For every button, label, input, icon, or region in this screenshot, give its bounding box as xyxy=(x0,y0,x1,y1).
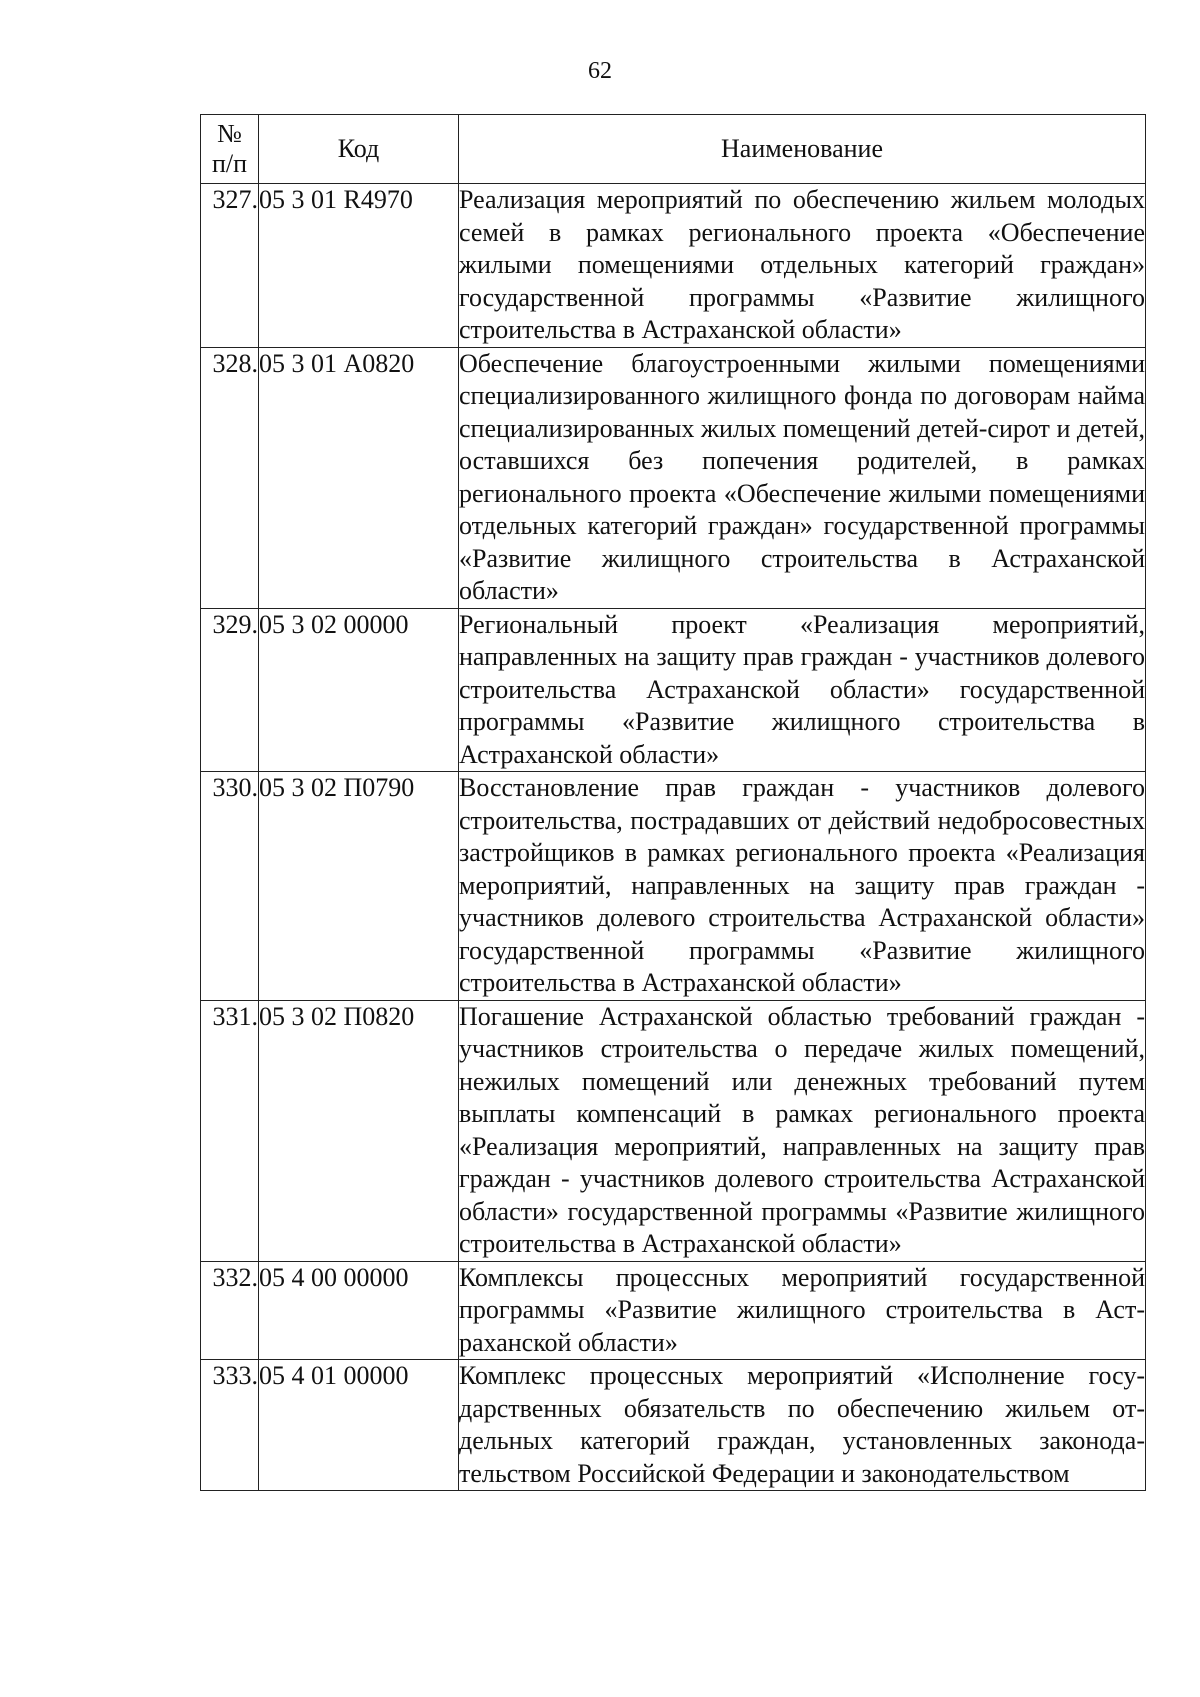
row-number: 332. xyxy=(201,1261,259,1360)
row-number: 331. xyxy=(201,1000,259,1261)
row-code: 05 3 02 П0820 xyxy=(259,1000,459,1261)
table-row xyxy=(201,184,1146,348)
row-number: 330. xyxy=(201,772,259,1001)
row-code: 05 4 00 00000 xyxy=(259,1261,459,1360)
row-code: 05 3 02 00000 xyxy=(259,608,459,772)
row-name: Региональный проект «Реализация мероприятий, направленных на защиту прав граждан - участников долевого строительства Астраханской области» государственной программы «Развитие жилищного строительства в Астраханской области» xyxy=(459,608,1146,772)
row-name: Восстановление прав граждан - участников долевого строительства, пострадавших от действий недобросовестных застройщиков в рамках регионального проекта «Реализация мероприятий, направленных на защиту прав граждан - участников долевого строительства Астраханской области» государственной программы «Развитие жилищного строительства в Астраханской области» xyxy=(459,772,1146,1001)
header-num: № п/п xyxy=(201,115,259,184)
table-row xyxy=(201,1360,1146,1491)
row-code: 05 3 02 П0790 xyxy=(259,772,459,1001)
table-row xyxy=(201,772,1146,1001)
header-name: Наименование xyxy=(459,115,1146,184)
row-code: 05 3 01 R4970 xyxy=(259,184,459,348)
row-number: 333. xyxy=(201,1360,259,1491)
header-row xyxy=(201,115,1146,184)
row-number: 329. xyxy=(201,608,259,772)
row-code: 05 4 01 00000 xyxy=(259,1360,459,1491)
table-row xyxy=(201,608,1146,772)
table-row xyxy=(201,347,1146,608)
row-code: 05 3 01 А0820 xyxy=(259,347,459,608)
row-number: 327. xyxy=(201,184,259,348)
row-name: Погашение Астраханской областью требований граждан - участников строительства о передаче жилых помещений, нежилых помещений или денежных требований путем выплаты компенсаций в рамках регионального проекта «Реализация мероприятий, направленных на защиту прав граждан - участников долевого строительства Астраханской области» государственной программы «Развитие жилищного строительства в Астраханской области» xyxy=(459,1000,1146,1261)
table-body xyxy=(201,184,1146,1491)
row-number: 328. xyxy=(201,347,259,608)
table-header xyxy=(201,115,1146,184)
page-number: 62 xyxy=(588,58,612,84)
row-name: Комплексы процессных мероприятий государственной программы «Развитие жилищного строительства в Астраханской области» xyxy=(459,1261,1146,1360)
table-row xyxy=(201,1261,1146,1360)
header-code: Код xyxy=(259,115,459,184)
row-name: Обеспечение благоустроенными жилыми помещениями специализированного жилищного фонда по договорам найма специализированных жилых помещений детей-сирот и детей, оставшихся без попечения родителей, в рамках регионального проекта «Обеспечение жилыми помещениями отдельных категорий граждан» государственной программы «Развитие жилищного строительства в Астраханской области» xyxy=(459,347,1146,608)
row-name: Комплекс процессных мероприятий «Исполнение государственных обязательств по обеспечению жильем отдельных категорий граждан, установленных законодательством Российской Федерации и законодательством xyxy=(459,1360,1146,1491)
row-name: Реализация мероприятий по обеспечению жильем молодых семей в рамках регионального проекта «Обеспечение жилыми помещениями отдельных категорий граждан» государственной программы «Развитие жилищного строительства в Астраханской области» xyxy=(459,184,1146,348)
code-registry-table xyxy=(200,114,1146,1491)
table-row xyxy=(201,1000,1146,1261)
